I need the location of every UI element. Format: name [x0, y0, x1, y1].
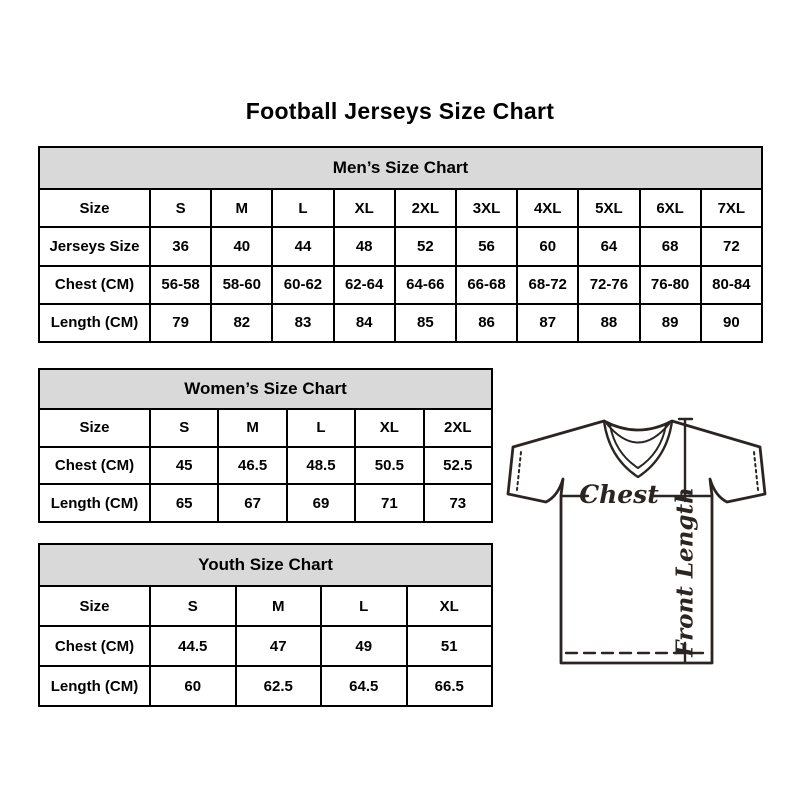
cell: 82: [211, 304, 272, 342]
cell: L: [287, 409, 355, 447]
cell: 40: [211, 227, 272, 265]
cell: 36: [150, 227, 211, 265]
cell: 72: [701, 227, 762, 265]
cell: 48: [334, 227, 395, 265]
cell: 83: [272, 304, 333, 342]
table-row: [39, 227, 762, 265]
cell: XL: [334, 189, 395, 227]
cell: 2XL: [424, 409, 492, 447]
vneck-inner-line: [610, 425, 666, 468]
cell: 73: [424, 484, 492, 522]
cell: 2XL: [395, 189, 456, 227]
cell: M: [236, 586, 322, 626]
cell: 45: [150, 447, 218, 485]
youth-size-table: [38, 543, 493, 707]
mens-size-table: [38, 146, 763, 343]
row-label: Length (CM): [39, 304, 150, 342]
cell: 52: [395, 227, 456, 265]
cell: 90: [701, 304, 762, 342]
table-row: [39, 409, 492, 447]
cell: 71: [355, 484, 423, 522]
table-row: [39, 447, 492, 485]
cell: 79: [150, 304, 211, 342]
cell: 64: [578, 227, 639, 265]
cell: 68-72: [517, 266, 578, 304]
table-row: [39, 586, 492, 626]
cell: 62-64: [334, 266, 395, 304]
cell: 6XL: [640, 189, 701, 227]
table-row: [39, 304, 762, 342]
womens-table-title: Women’s Size Chart: [39, 369, 492, 409]
mens-table-title: Men’s Size Chart: [39, 147, 762, 189]
row-label: Size: [39, 586, 150, 626]
cell: 65: [150, 484, 218, 522]
cell: 56: [456, 227, 517, 265]
jersey-outline: [508, 421, 765, 663]
front-length-label: Front Length: [671, 487, 699, 657]
right-cuff-stitch-line: [754, 452, 758, 490]
cell: 80-84: [701, 266, 762, 304]
cell: 60: [150, 666, 236, 706]
table-row: [39, 484, 492, 522]
cell: 46.5: [218, 447, 286, 485]
cell: 66.5: [407, 666, 493, 706]
row-label: Size: [39, 189, 150, 227]
cell: 56-58: [150, 266, 211, 304]
cell: 87: [517, 304, 578, 342]
cell: 48.5: [287, 447, 355, 485]
table-row: [39, 266, 762, 304]
cell: 58-60: [211, 266, 272, 304]
cell: M: [211, 189, 272, 227]
cell: 68: [640, 227, 701, 265]
cell: XL: [355, 409, 423, 447]
cell: 4XL: [517, 189, 578, 227]
jersey-diagram-svg: [505, 400, 775, 670]
cell: 86: [456, 304, 517, 342]
table-header-row: [39, 369, 492, 409]
cell: 60-62: [272, 266, 333, 304]
row-label: Length (CM): [39, 484, 150, 522]
cell: 69: [287, 484, 355, 522]
cell: 51: [407, 626, 493, 666]
table-header-row: [39, 544, 492, 586]
cell: S: [150, 586, 236, 626]
page-title: Football Jerseys Size Chart: [245, 98, 555, 124]
cell: 47: [236, 626, 322, 666]
row-label: Chest (CM): [39, 266, 150, 304]
cell: 52.5: [424, 447, 492, 485]
jersey-measurement-diagram: [505, 400, 775, 670]
cell: 64.5: [321, 666, 407, 706]
cell: L: [321, 586, 407, 626]
row-label: Chest (CM): [39, 626, 150, 666]
cell: 60: [517, 227, 578, 265]
cell: 89: [640, 304, 701, 342]
cell: 62.5: [236, 666, 322, 706]
cell: 85: [395, 304, 456, 342]
cell: M: [218, 409, 286, 447]
cell: 44.5: [150, 626, 236, 666]
cell: S: [150, 189, 211, 227]
chest-label: Chest: [579, 480, 659, 509]
cell: 66-68: [456, 266, 517, 304]
cell: 44: [272, 227, 333, 265]
cell: 50.5: [355, 447, 423, 485]
row-label: Jerseys Size: [39, 227, 150, 265]
row-label: Chest (CM): [39, 447, 150, 485]
youth-table-title: Youth Size Chart: [39, 544, 492, 586]
cell: 72-76: [578, 266, 639, 304]
cell: L: [272, 189, 333, 227]
cell: 5XL: [578, 189, 639, 227]
table-row: [39, 189, 762, 227]
cell: 88: [578, 304, 639, 342]
table-row: [39, 666, 492, 706]
left-cuff-stitch-line: [517, 452, 521, 490]
womens-size-table: [38, 368, 493, 523]
row-label: Size: [39, 409, 150, 447]
cell: 67: [218, 484, 286, 522]
cell: 3XL: [456, 189, 517, 227]
cell: 7XL: [701, 189, 762, 227]
cell: 76-80: [640, 266, 701, 304]
cell: 64-66: [395, 266, 456, 304]
cell: 49: [321, 626, 407, 666]
cell: XL: [407, 586, 493, 626]
table-row: [39, 626, 492, 666]
cell: 84: [334, 304, 395, 342]
cell: S: [150, 409, 218, 447]
table-header-row: [39, 147, 762, 189]
row-label: Length (CM): [39, 666, 150, 706]
